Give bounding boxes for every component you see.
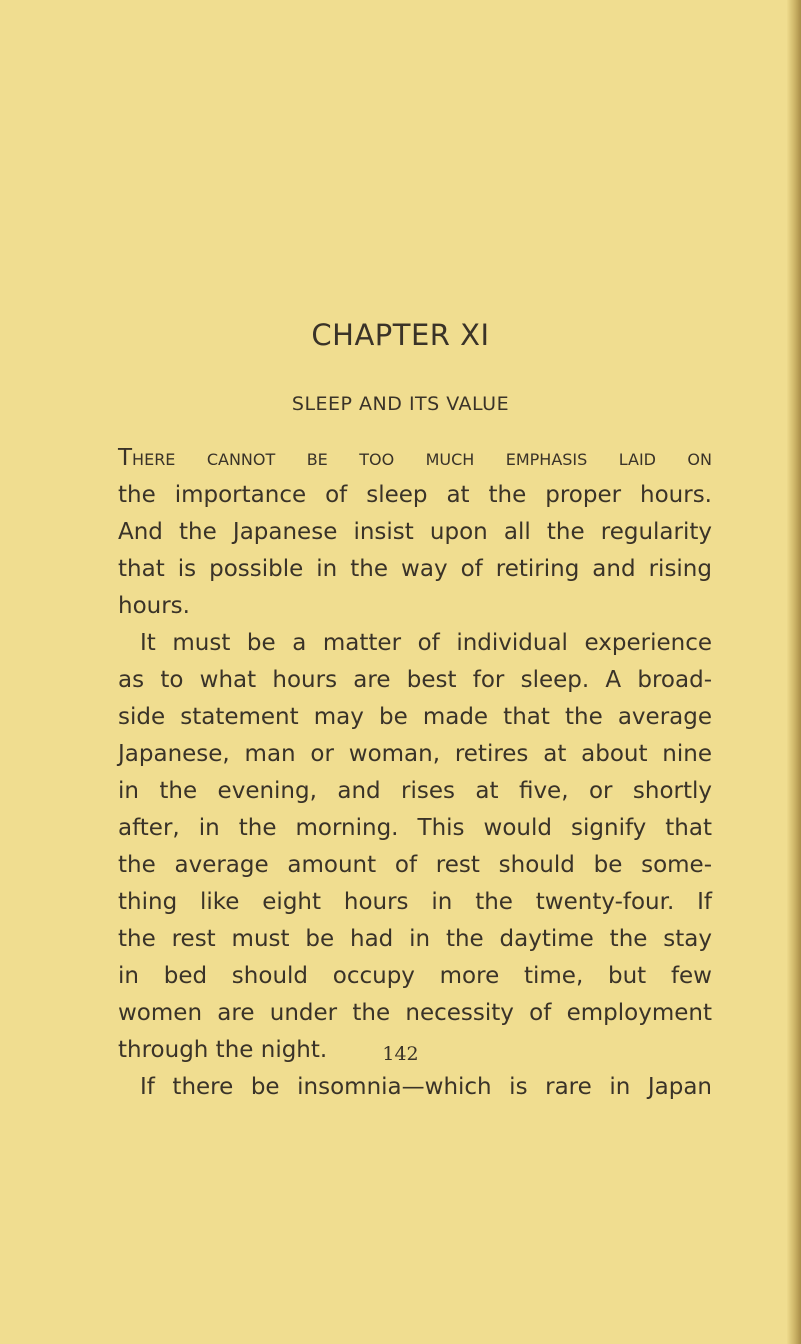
body-text xyxy=(118,440,712,1106)
text-line: the average amount of rest should be some- xyxy=(118,852,712,878)
text-line: side statement may be made that the average xyxy=(118,704,712,730)
text-line: through the night. xyxy=(118,1037,328,1063)
text-line: It must be a matter of individual experience xyxy=(140,630,712,656)
text-line: in the evening, and rises at five, or shortly xyxy=(118,778,712,804)
text-line: Japanese, man or woman, retires at about nine xyxy=(118,741,712,767)
text-line: hours. xyxy=(118,593,190,619)
page-number: 142 xyxy=(382,1043,419,1065)
text-line: the importance of sleep at the proper hours. xyxy=(118,482,712,508)
text-line: And the Japanese insist upon all the regularity xyxy=(118,519,712,545)
text-line: in bed should occupy more time, but few xyxy=(118,963,712,989)
text-line: women are under the necessity of employment xyxy=(118,1000,712,1026)
text-line: the rest must be had in the daytime the stay xyxy=(118,926,712,952)
text-line: after, in the morning. This would signify that xyxy=(118,815,712,841)
text-line: If there be insomnia—which is rare in Japan xyxy=(140,1074,712,1100)
text-line: There cannot be too much emphasis laid on xyxy=(118,445,712,471)
text-line: that is possible in the way of retiring and rising xyxy=(118,556,712,582)
text-line: as to what hours are best for sleep. A broad- xyxy=(118,667,712,693)
page-edge xyxy=(787,0,801,1344)
text-line: thing like eight hours in the twenty-four. If xyxy=(118,889,712,915)
chapter-title: CHAPTER XI xyxy=(311,318,490,352)
chapter-subtitle: SLEEP AND ITS VALUE xyxy=(291,393,510,415)
